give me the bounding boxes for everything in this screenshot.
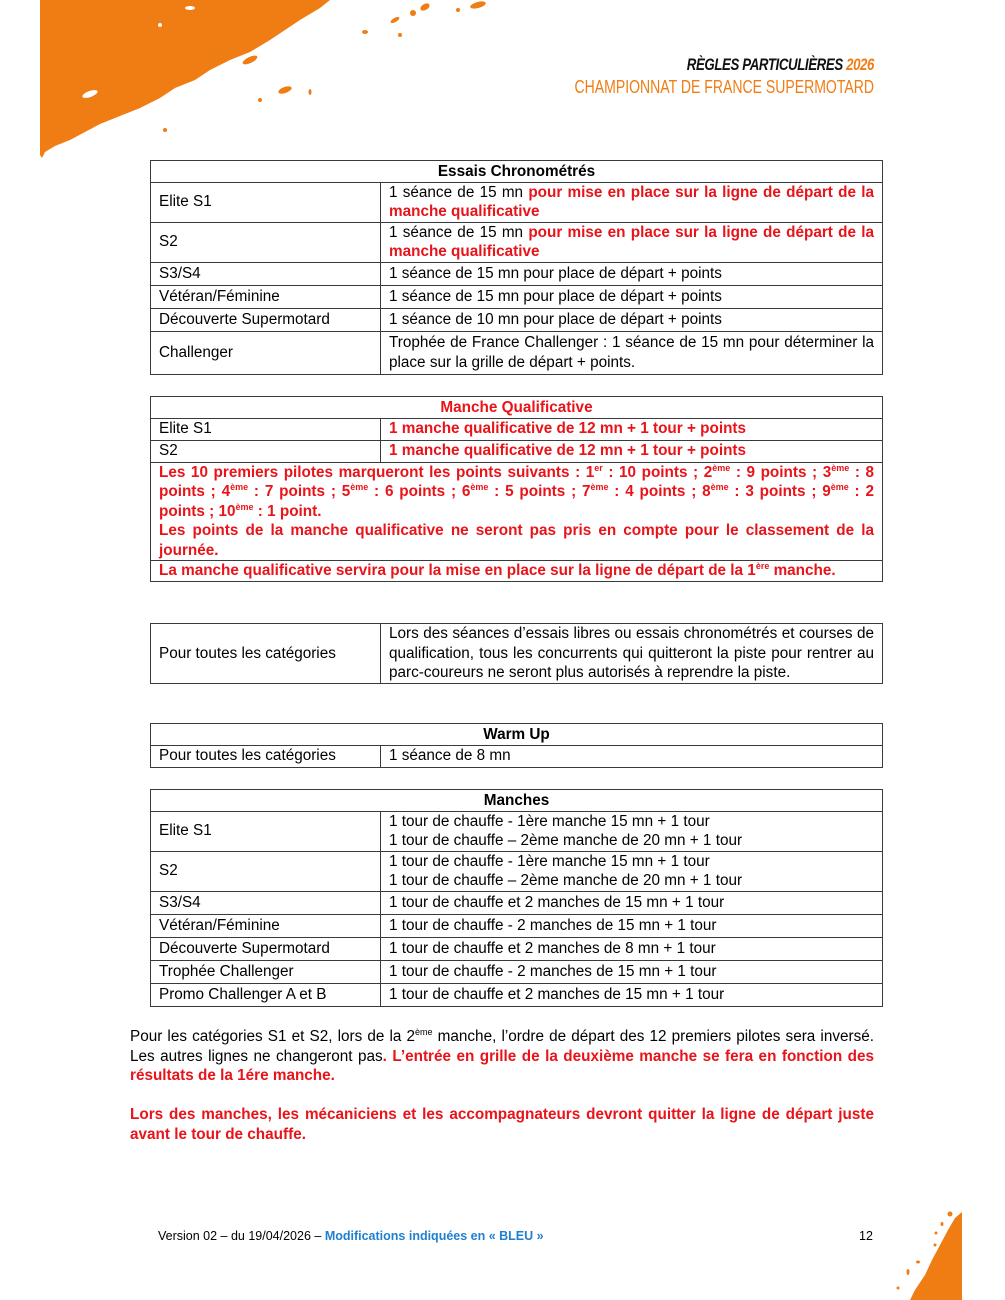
rank: 5 bbox=[341, 483, 351, 500]
description-cell: 1 séance de 15 mn pour place de départ + points bbox=[381, 262, 883, 285]
start-order-paragraph bbox=[130, 1027, 874, 1086]
footer-version bbox=[158, 1229, 544, 1243]
table-row bbox=[151, 285, 883, 308]
paragraph-text: Pour les catégories S1 et S2, lors de la 2 bbox=[130, 1028, 416, 1045]
rank: 6 bbox=[461, 483, 471, 500]
table-row bbox=[151, 262, 883, 285]
table-row bbox=[151, 624, 883, 684]
rank-points: : 6 points ; bbox=[368, 483, 462, 500]
paragraph-text: manche, l’ordre de départ des 12 premiers pilotes sera inversé. Les autres lignes ne changeront pas bbox=[130, 1028, 874, 1065]
table-row bbox=[151, 851, 883, 891]
table-title: Manche Qualificative bbox=[151, 397, 883, 419]
description-cell: 1 manche qualificative de 12 mn + 1 tour + points bbox=[381, 418, 883, 440]
rank: 1 bbox=[585, 463, 595, 481]
description-line: 1 tour de chauffe – 2ème manche de 20 mn + 1 tour bbox=[389, 872, 743, 889]
mechanics-paragraph: Lors des manches, les mécaniciens et les accompagnateurs devront quitter la ligne de départ juste avant le tour de chauffe. bbox=[130, 1106, 874, 1143]
description-cell: 1 séance de 10 mn pour place de départ + points bbox=[381, 308, 883, 331]
table-row bbox=[151, 462, 883, 561]
category-cell: Elite S1 bbox=[151, 182, 381, 222]
header-subtitle: CHAMPIONNAT DE FRANCE SUPERMOTARD bbox=[574, 77, 874, 97]
rank-points: : 3 points ; bbox=[728, 483, 823, 500]
rank: 8 bbox=[702, 483, 711, 500]
category-cell: Découverte Supermotard bbox=[151, 937, 381, 960]
description-cell bbox=[381, 222, 883, 262]
table-title: Manches bbox=[151, 790, 883, 812]
rank: 4 bbox=[221, 483, 231, 500]
orange-splash-bottom-right-decoration bbox=[880, 1190, 1005, 1300]
rank-suffix: ème bbox=[830, 481, 849, 492]
header-year: 2026 bbox=[846, 55, 874, 74]
description-line: 1 tour de chauffe - 1ère manche 15 mn + 1 tour bbox=[389, 852, 710, 870]
rank-points: : 2 points ; bbox=[159, 483, 874, 520]
rank-points: : 9 points ; bbox=[730, 463, 823, 481]
description-cell: Trophée de France Challenger : 1 séance de 15 mn pour déterminer la place sur la grille de départ + points. bbox=[381, 331, 883, 374]
rank-suffix: ème bbox=[350, 481, 369, 492]
grid-note-cell bbox=[151, 561, 883, 582]
rank-suffix: ème bbox=[235, 501, 254, 512]
version-text: Version 02 – du 19/04/2026 – bbox=[158, 1229, 325, 1243]
description-cell: Lors des séances d’essais libres ou essais chronométrés et courses de qualification, tous les concurrents qui quitteront la piste pour rentrer au parc-coureurs ne seront plus autorisés à reprendre la piste. bbox=[381, 624, 883, 684]
table-title: Warm Up bbox=[151, 724, 883, 746]
rank-points: : 5 points ; bbox=[488, 483, 582, 500]
category-cell: Trophée Challenger bbox=[151, 960, 381, 983]
description-red-text: pour mise en place sur la ligne de départ de la manche qualificative bbox=[389, 223, 874, 260]
grid-note-end: manche. bbox=[769, 562, 836, 579]
table-row bbox=[151, 561, 883, 582]
description-cell: 1 tour de chauffe et 2 manches de 15 mn + 1 tour bbox=[381, 891, 883, 914]
manches-table bbox=[150, 789, 883, 1007]
points-intro: Les 10 premiers pilotes marqueront les points suivants : bbox=[159, 463, 586, 481]
rank-suffix: ème bbox=[590, 481, 609, 492]
category-cell: Découverte Supermotard bbox=[151, 308, 381, 331]
rank-points: : 10 points ; bbox=[602, 463, 704, 481]
rank: 9 bbox=[822, 483, 831, 500]
description-line: 1 tour de chauffe – 2ème manche de 20 mn + 1 tour bbox=[389, 832, 743, 849]
description-text: 1 séance de 15 mn bbox=[389, 223, 529, 241]
rank-suffix: ème bbox=[710, 481, 729, 492]
table-row bbox=[151, 983, 883, 1006]
description-cell bbox=[381, 851, 883, 891]
rank-suffix: er bbox=[594, 462, 603, 473]
description-cell: 1 manche qualificative de 12 mn + 1 tour + points bbox=[381, 440, 883, 462]
rank-suffix: ème bbox=[712, 462, 731, 473]
header-title-text: RÈGLES PARTICULIÈRES bbox=[686, 55, 843, 74]
paragraph-red-text: . L’entrée en grille de la deuxième manche se fera en fonction des résultats de la 1ére manche. bbox=[130, 1047, 874, 1084]
page-number: 12 bbox=[859, 1229, 873, 1243]
category-cell: Pour toutes les catégories bbox=[151, 745, 381, 767]
category-cell: Vétéran/Féminine bbox=[151, 914, 381, 937]
table-row bbox=[151, 914, 883, 937]
points-note: Les points de la manche qualificative ne seront pas pris en compte pour le classement de la journée. bbox=[159, 522, 874, 559]
rank: 7 bbox=[581, 483, 591, 500]
category-cell: Challenger bbox=[151, 331, 381, 374]
rank: 10 bbox=[218, 502, 236, 520]
table-row bbox=[151, 960, 883, 983]
rank-suffix: ème bbox=[831, 462, 850, 473]
rank-suffix: ème bbox=[230, 481, 249, 492]
table-row bbox=[151, 891, 883, 914]
table-row bbox=[151, 811, 883, 851]
rank: 2 bbox=[703, 463, 713, 481]
category-cell: Elite S1 bbox=[151, 418, 381, 440]
warm-up-table bbox=[150, 723, 883, 768]
category-cell: Vétéran/Féminine bbox=[151, 285, 381, 308]
category-cell: S2 bbox=[151, 440, 381, 462]
grid-note-text: La manche qualificative servira pour la mise en place sur la ligne de départ de la 1 bbox=[159, 562, 756, 579]
description-cell: 1 tour de chauffe et 2 manches de 15 mn + 1 tour bbox=[381, 983, 883, 1006]
grid-note-suffix: ère bbox=[755, 560, 770, 571]
header-title bbox=[574, 55, 874, 75]
document-header bbox=[490, 55, 874, 98]
rank-points: : 8 points ; bbox=[159, 463, 874, 500]
table-row bbox=[151, 937, 883, 960]
description-cell: 1 tour de chauffe - 2 manches de 15 mn + 1 tour bbox=[381, 960, 883, 983]
description-cell: 1 séance de 15 mn pour place de départ + points bbox=[381, 285, 883, 308]
rank-points: : 7 points ; bbox=[248, 483, 342, 500]
description-cell bbox=[381, 182, 883, 222]
rank: 3 bbox=[822, 463, 832, 481]
description-line: 1 tour de chauffe - 1ère manche 15 mn + 1 tour bbox=[389, 812, 710, 830]
description-red-text: pour mise en place sur la ligne de départ de la manche qualificative bbox=[389, 183, 874, 220]
modifications-note: Modifications indiquées en « BLEU » bbox=[324, 1229, 544, 1243]
table-row bbox=[151, 222, 883, 262]
manche-qualificative-table bbox=[150, 396, 883, 582]
description-cell: 1 tour de chauffe et 2 manches de 8 mn + 1 tour bbox=[381, 937, 883, 960]
table-row bbox=[151, 745, 883, 767]
description-cell: 1 tour de chauffe - 2 manches de 15 mn + 1 tour bbox=[381, 914, 883, 937]
category-cell: Pour toutes les catégories bbox=[151, 624, 381, 684]
table-title: Essais Chronométrés bbox=[151, 161, 883, 183]
description-cell bbox=[381, 811, 883, 851]
rank-points: : 1 point. bbox=[253, 502, 322, 520]
category-cell: S2 bbox=[151, 222, 381, 262]
description-cell: 1 séance de 8 mn bbox=[381, 745, 883, 767]
category-cell: S3/S4 bbox=[151, 891, 381, 914]
description-text: 1 séance de 15 mn bbox=[389, 183, 529, 201]
table-row bbox=[151, 440, 883, 462]
essais-chronometres-table bbox=[150, 160, 883, 375]
category-cell: Elite S1 bbox=[151, 811, 381, 851]
points-distribution-cell bbox=[151, 462, 883, 561]
rank-points: : 4 points ; bbox=[608, 483, 703, 500]
category-cell: S2 bbox=[151, 851, 381, 891]
general-rule-table bbox=[150, 623, 883, 684]
rank-suffix: ème bbox=[470, 481, 489, 492]
table-row bbox=[151, 308, 883, 331]
table-row bbox=[151, 331, 883, 374]
table-row bbox=[151, 182, 883, 222]
ordinal-suffix: ème bbox=[415, 1026, 433, 1037]
category-cell: Promo Challenger A et B bbox=[151, 983, 381, 1006]
category-cell: S3/S4 bbox=[151, 262, 381, 285]
table-row bbox=[151, 418, 883, 440]
